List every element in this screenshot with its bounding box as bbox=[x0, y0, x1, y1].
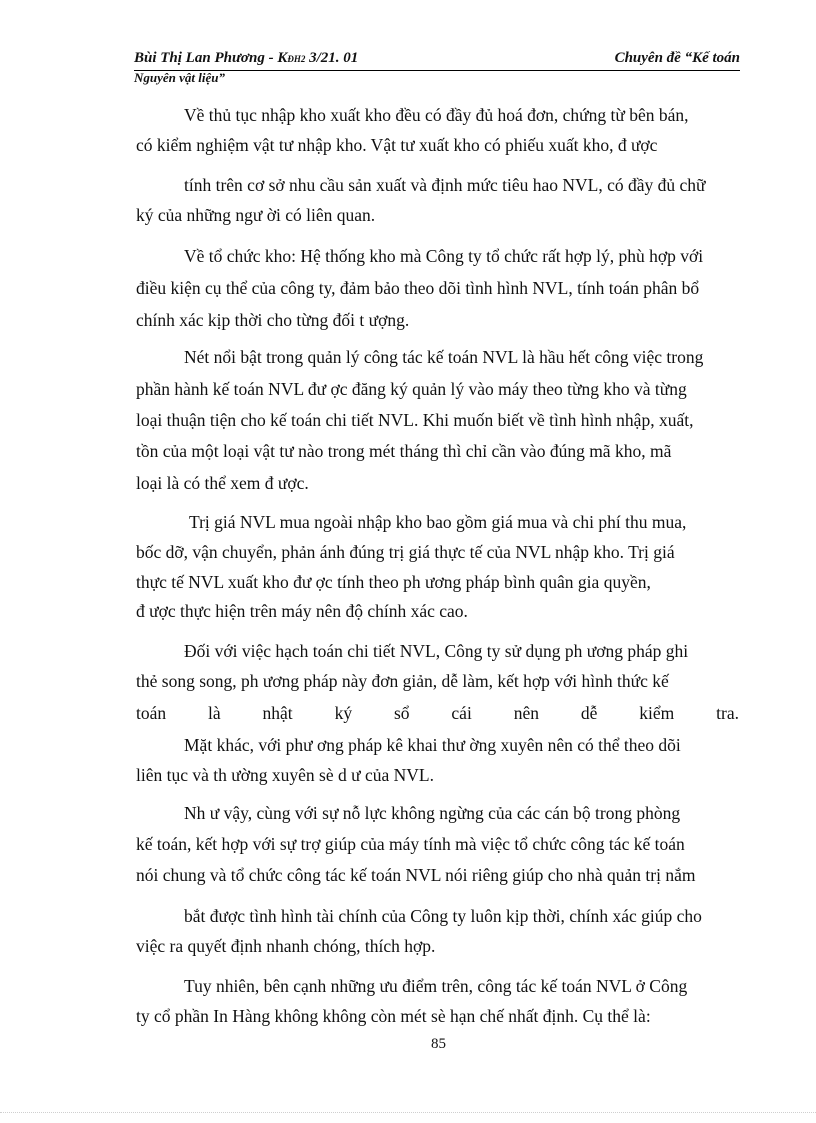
text-line: việc ra quyết định nhanh chóng, thích hợp. bbox=[136, 936, 436, 956]
page-number: 85 bbox=[431, 1036, 446, 1052]
text-line: tính trên cơ sở nhu cầu sản xuất và định mức tiêu hao NVL, có đầy đủ chữ bbox=[184, 175, 706, 195]
text-line: Về tổ chức kho: Hệ thống kho mà Công ty tổ chức rất hợp lý, phù hợp với bbox=[184, 246, 704, 266]
text-line: bắt được tình hình tài chính của Công ty luôn kịp thời, chính xác giúp cho bbox=[184, 906, 702, 926]
text-line: loại thuận tiện cho kế toán chi tiết NVL. Khi muốn biết về tình hình nhập, xuất, bbox=[136, 410, 694, 430]
text-line: thực tế NVL xuất kho đư ợc tính theo ph ương pháp bình quân gia quyền, bbox=[136, 572, 651, 592]
text-line: nói chung và tổ chức công tác kế toán NVL nói riêng giúp cho nhà quản trị nắm bbox=[136, 865, 696, 885]
text-line: tồn của một loại vật tư nào trong mét tháng thì chỉ cần vào đúng mã kho, mã bbox=[136, 441, 672, 461]
text-line: có kiểm nghiệm vật tư nhập kho. Vật tư xuất kho có phiếu xuất kho, đ ược bbox=[136, 135, 658, 155]
header-author: Bùi Thị Lan Phương - KĐH2 3/21. 01 bbox=[134, 50, 359, 66]
text-line: bốc dỡ, vận chuyển, phản ánh đúng trị giá thực tế của NVL nhập kho. Trị giá bbox=[136, 542, 675, 562]
header-topic-continued: Nguyên vật liệu” bbox=[134, 70, 225, 85]
page-bottom-border bbox=[0, 1112, 816, 1113]
text-line: Nét nổi bật trong quản lý công tác kế toán NVL là hầu hết công việc trong bbox=[184, 347, 704, 367]
text-line: Về thủ tục nhập kho xuất kho đều có đầy đủ hoá đơn, chứng từ bên bán, bbox=[184, 105, 689, 125]
text-line: Trị giá NVL mua ngoài nhập kho bao gồm giá mua và chi phí thu mua, bbox=[189, 512, 687, 532]
text-line: kế toán, kết hợp với sự trợ giúp của máy tính mà việc tổ chức công tác kế toán bbox=[136, 834, 685, 854]
text-line: ty cổ phần In Hàng không không còn mét sè hạn chế nhất định. Cụ thể là: bbox=[136, 1006, 651, 1026]
text-line: thẻ song song, ph ương pháp này đơn giản, dễ làm, kết hợp với hình thức kế bbox=[136, 671, 669, 691]
text-line: Tuy nhiên, bên cạnh những ưu điểm trên, công tác kế toán NVL ở Công bbox=[184, 976, 688, 996]
text-line: ký của những ngư ời có liên quan. bbox=[136, 205, 376, 225]
text-line: Mặt khác, với phư ơng pháp kê khai thư ờng xuyên nên có thể theo dõi bbox=[184, 735, 681, 755]
text-line: Nh ư vậy, cùng với sự nỗ lực không ngừng của các cán bộ trong phòng bbox=[184, 803, 681, 823]
text-line: toán là nhật ký sổ cái nên dễ kiểm tra. bbox=[136, 703, 739, 723]
text-line: liên tục và th ường xuyên sè d ư của NVL. bbox=[136, 765, 434, 785]
text-line: điều kiện cụ thể của công ty, đảm bảo theo dõi tình hình NVL, tính toán phân bổ bbox=[136, 278, 700, 298]
page-header bbox=[134, 48, 740, 71]
text-line: Đối với việc hạch toán chi tiết NVL, Công ty sử dụng ph ương pháp ghi bbox=[184, 641, 689, 661]
text-line: đ ược thực hiện trên máy nên độ chính xác cao. bbox=[136, 601, 468, 621]
text-line: loại là có thể xem đ ược. bbox=[136, 473, 309, 493]
text-line: chính xác kịp thời cho từng đối t ượng. bbox=[136, 310, 410, 330]
header-topic: Chuyên đề “Kế toán bbox=[614, 50, 740, 66]
text-line: phần hành kế toán NVL đư ợc đăng ký quản lý vào máy theo từng kho và từng bbox=[136, 379, 687, 399]
